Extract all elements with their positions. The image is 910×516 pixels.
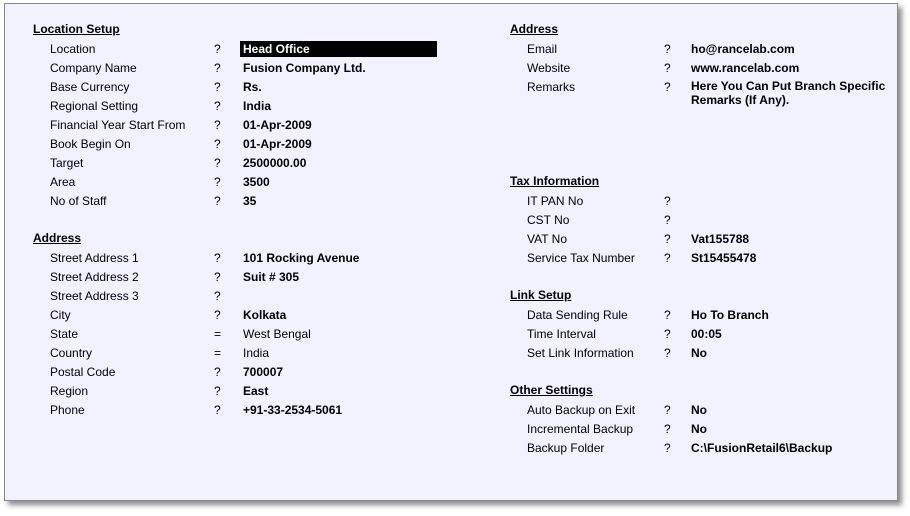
book-begin-value[interactable]: 01-Apr-2009 — [243, 137, 312, 151]
area-sep: ? — [214, 175, 221, 189]
base-currency-row[interactable] — [5, 79, 475, 98]
postal-code-row[interactable] — [5, 364, 475, 383]
country-value[interactable]: India — [243, 346, 270, 360]
incremental-backup-row[interactable] — [475, 421, 895, 440]
region-row[interactable] — [5, 383, 475, 402]
it-pan-label: IT PAN No — [527, 194, 584, 208]
financial-year-label: Financial Year Start From — [50, 118, 186, 132]
data-sending-rule-value[interactable]: Ho To Branch — [691, 308, 769, 322]
no-of-staff-sep: ? — [214, 194, 221, 208]
location-value[interactable]: Head Office — [240, 41, 437, 57]
area-label: Area — [50, 175, 76, 189]
book-begin-label: Book Begin On — [50, 137, 131, 151]
postal-code-label: Postal Code — [50, 365, 116, 379]
state-value[interactable]: West Bengal — [243, 327, 311, 341]
cst-no-label: CST No — [527, 213, 570, 227]
target-value[interactable]: 2500000.00 — [243, 156, 307, 170]
time-interval-label: Time Interval — [527, 327, 596, 341]
state-row[interactable] — [5, 326, 475, 345]
financial-year-sep: ? — [214, 118, 221, 132]
service-tax-label: Service Tax Number — [527, 251, 635, 265]
email-label: Email — [527, 42, 558, 56]
website-sep: ? — [664, 61, 671, 75]
data-sending-rule-row[interactable] — [475, 307, 895, 326]
incremental-backup-sep: ? — [664, 422, 671, 436]
backup-folder-row[interactable] — [475, 440, 895, 459]
cst-no-row[interactable] — [475, 212, 895, 231]
email-value[interactable]: ho@rancelab.com — [691, 42, 795, 56]
financial-year-value[interactable]: 01-Apr-2009 — [243, 118, 312, 132]
address-title-left: Address — [33, 231, 82, 245]
tax-information-title: Tax Information — [510, 174, 600, 188]
book-begin-row[interactable] — [5, 136, 475, 155]
target-row[interactable] — [5, 155, 475, 174]
regional-setting-label: Regional Setting — [50, 99, 139, 113]
set-link-information-row[interactable] — [475, 345, 895, 364]
location-setup-panel — [4, 3, 898, 501]
street-address-2-sep: ? — [214, 270, 221, 284]
street-address-1-row[interactable] — [5, 250, 475, 269]
region-label: Region — [50, 384, 89, 398]
service-tax-value[interactable]: St15455478 — [691, 251, 757, 265]
regional-setting-value[interactable]: India — [243, 99, 272, 113]
street-address-1-sep: ? — [214, 251, 221, 265]
company-name-sep: ? — [214, 61, 221, 75]
it-pan-sep: ? — [664, 194, 671, 208]
company-name-value[interactable]: Fusion Company Ltd. — [243, 61, 366, 75]
data-sending-rule-label: Data Sending Rule — [527, 308, 628, 322]
incremental-backup-value[interactable]: No — [691, 422, 707, 436]
auto-backup-row[interactable] — [475, 402, 895, 421]
country-row[interactable] — [5, 345, 475, 364]
street-address-1-label: Street Address 1 — [50, 251, 139, 265]
remarks-label: Remarks — [527, 80, 576, 94]
service-tax-row[interactable] — [475, 250, 895, 269]
area-row[interactable] — [5, 174, 475, 193]
book-begin-sep: ? — [214, 137, 221, 151]
phone-value[interactable]: +91-33-2534-5061 — [243, 403, 343, 417]
link-setup-title: Link Setup — [510, 288, 572, 302]
time-interval-sep: ? — [664, 327, 671, 341]
street-address-2-row[interactable] — [5, 269, 475, 288]
company-name-row[interactable] — [5, 60, 475, 79]
vat-no-value[interactable]: Vat155788 — [691, 232, 750, 246]
company-name-label: Company Name — [50, 61, 137, 75]
state-sep: = — [214, 327, 222, 341]
location-sep: ? — [214, 42, 221, 56]
regional-setting-row[interactable] — [5, 98, 475, 117]
auto-backup-value[interactable]: No — [691, 403, 707, 417]
base-currency-label: Base Currency — [50, 80, 130, 94]
auto-backup-sep: ? — [664, 403, 671, 417]
base-currency-value[interactable]: Rs. — [243, 80, 262, 94]
website-label: Website — [527, 61, 571, 75]
time-interval-row[interactable] — [475, 326, 895, 345]
country-sep: = — [214, 346, 222, 360]
street-address-1-value[interactable]: 101 Rocking Avenue — [243, 251, 360, 265]
postal-code-value[interactable]: 700007 — [243, 365, 284, 379]
set-link-information-sep: ? — [664, 346, 671, 360]
backup-folder-label: Backup Folder — [527, 441, 605, 455]
street-address-2-label: Street Address 2 — [50, 270, 139, 284]
no-of-staff-value[interactable]: 35 — [243, 194, 257, 208]
street-address-3-label: Street Address 3 — [50, 289, 139, 303]
street-address-3-row[interactable] — [5, 288, 475, 307]
backup-folder-sep: ? — [664, 441, 671, 455]
incremental-backup-label: Incremental Backup — [527, 422, 634, 436]
no-of-staff-label: No of Staff — [50, 194, 107, 208]
vat-no-row[interactable] — [475, 231, 895, 250]
city-sep: ? — [214, 308, 221, 322]
set-link-information-value[interactable]: No — [691, 346, 707, 360]
area-value[interactable]: 3500 — [243, 175, 270, 189]
remarks-row[interactable] — [475, 79, 895, 113]
it-pan-row[interactable] — [475, 193, 895, 212]
city-label: City — [50, 308, 71, 322]
website-row[interactable] — [475, 60, 895, 79]
location-row[interactable] — [5, 41, 475, 60]
data-sending-rule-sep: ? — [664, 308, 671, 322]
set-link-information-label: Set Link Information — [527, 346, 634, 360]
region-sep: ? — [214, 384, 221, 398]
remarks-value[interactable]: Here You Can Put Branch Specific Remarks (If Any). — [691, 79, 886, 107]
city-row[interactable] — [5, 307, 475, 326]
auto-backup-label: Auto Backup on Exit — [527, 403, 636, 417]
phone-label: Phone — [50, 403, 85, 417]
street-address-2-value[interactable]: Suit # 305 — [243, 270, 300, 284]
region-value[interactable]: East — [243, 384, 269, 398]
phone-sep: ? — [214, 403, 221, 417]
other-settings-title: Other Settings — [510, 383, 593, 397]
location-setup-title: Location Setup — [33, 22, 120, 36]
service-tax-sep: ? — [664, 251, 671, 265]
regional-setting-sep: ? — [214, 99, 221, 113]
base-currency-sep: ? — [214, 80, 221, 94]
email-sep: ? — [664, 42, 671, 56]
email-row[interactable] — [475, 41, 895, 60]
website-value[interactable]: www.rancelab.com — [691, 61, 800, 75]
address-title-right: Address — [510, 22, 559, 36]
vat-no-sep: ? — [664, 232, 671, 246]
cst-no-sep: ? — [664, 213, 671, 227]
vat-no-label: VAT No — [527, 232, 568, 246]
target-sep: ? — [214, 156, 221, 170]
financial-year-row[interactable] — [5, 117, 475, 136]
postal-code-sep: ? — [214, 365, 221, 379]
phone-row[interactable] — [5, 402, 475, 421]
state-label: State — [50, 327, 79, 341]
city-value[interactable]: Kolkata — [243, 308, 287, 322]
time-interval-value[interactable]: 00:05 — [691, 327, 722, 341]
no-of-staff-row[interactable] — [5, 193, 475, 212]
target-label: Target — [50, 156, 84, 170]
location-label: Location — [50, 42, 96, 56]
backup-folder-value[interactable]: C:\FusionRetail6\Backup — [691, 441, 833, 455]
remarks-sep: ? — [664, 80, 671, 94]
street-address-3-sep: ? — [214, 289, 221, 303]
country-label: Country — [50, 346, 93, 360]
